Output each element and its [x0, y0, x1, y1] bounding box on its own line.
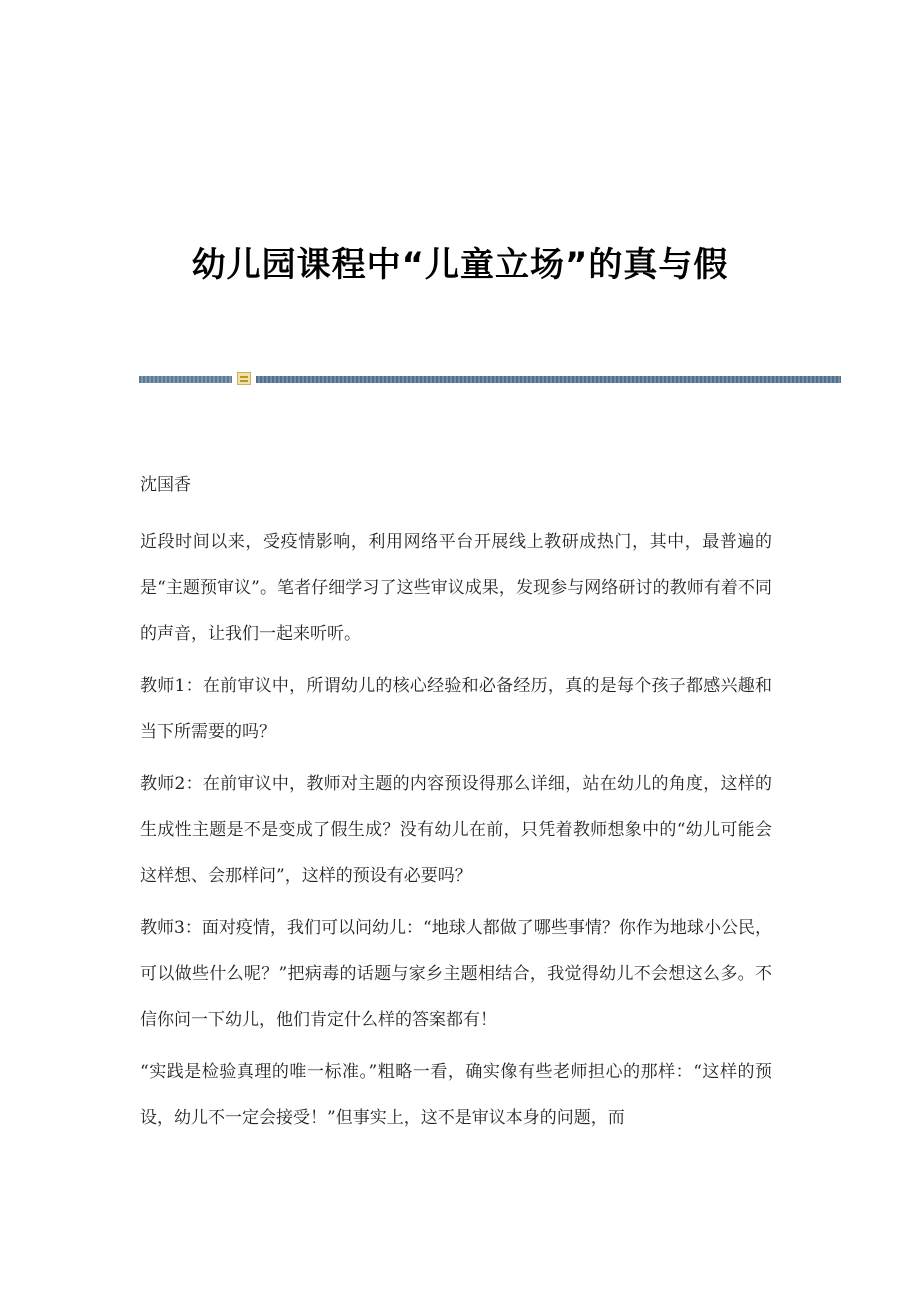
article-body — [140, 519, 772, 1141]
divider-bar-left — [139, 376, 232, 383]
title-divider — [139, 372, 841, 386]
paragraph: 教师1：在前审议中，所谓幼儿的核心经验和必备经历，真的是每个孩子都感兴趣和当下所需要的吗？ — [140, 676, 772, 742]
divider-ornament-icon — [237, 372, 251, 385]
paragraph: 教师3：面对疫情，我们可以问幼儿：“地球人都做了哪些事情？你作为地球小公民，可以做些什么呢？”把病毒的话题与家乡主题相结合，我觉得幼儿不会想这么多。不信你问一下幼儿，他们肯定什么样的答案都有！ — [140, 918, 772, 1030]
paragraph: 近段时间以来，受疫情影响，利用网络平台开展线上教研成热门，其中，最普遍的是“主题预审议”。笔者仔细学习了这些审议成果，发现参与网络研讨的教师有着不同的声音，让我们一起来听听。 — [140, 532, 772, 644]
author-name: 沈国香 — [140, 475, 191, 495]
divider-bar-right — [256, 376, 841, 383]
paragraph: 教师2：在前审议中，教师对主题的内容预设得那么详细，站在幼儿的角度，这样的生成性主题是不是变成了假生成？没有幼儿在前，只凭着教师想象中的“幼儿可能会这样想、会那样问”，这样的预设有必要吗？ — [140, 774, 772, 886]
page-title: 幼儿园课程中“儿童立场”的真与假 — [191, 244, 729, 285]
paragraph: “实践是检验真理的唯一标准。”粗略一看，确实像有些老师担心的那样：“这样的预设，幼儿不一定会接受！”但事实上，这不是审议本身的问题，而 — [140, 1062, 772, 1128]
